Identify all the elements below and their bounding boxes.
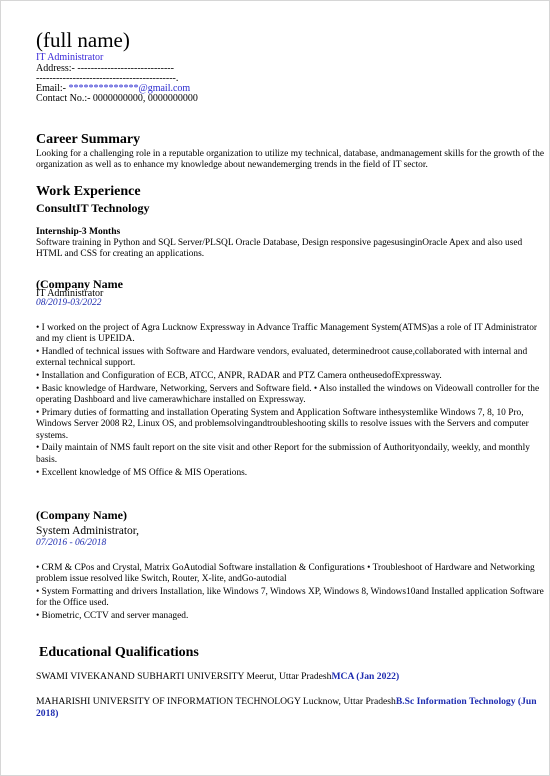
job1-bullet: • Daily maintain of NMS fault report on the site visit and other Report for the submission of Authorityondaily, weekly, and monthly basis. bbox=[36, 443, 530, 465]
job1-bullet: • Handled of technical issues with Software and Hardware vendors, evaluated, determinedroot cause,collaborated with internal and external technical support. bbox=[36, 347, 528, 369]
address-line-2: ------------------------------------------. bbox=[36, 73, 179, 84]
education-item bbox=[36, 696, 546, 719]
education-heading: Educational Qualifications bbox=[39, 645, 199, 660]
address-line-1: Address:- ----------------------------- bbox=[36, 63, 174, 74]
contact-line: Contact No.:- 0000000000, 0000000000 bbox=[36, 93, 198, 104]
career-summary-heading: Career Summary bbox=[36, 132, 141, 147]
job1-title: IT Administrator bbox=[36, 288, 104, 299]
job2-bullets bbox=[36, 563, 546, 624]
education-degree: B.Sc Information Technology (Jun 2018) bbox=[36, 696, 537, 719]
job1-company: (Company Name bbox=[36, 277, 123, 291]
job1-bullet: • I worked on the project of Agra Lucknow Expressway in Advance Traffic Management System(ATMS)as a role of IT Administrator and my client is UPEIDA. bbox=[36, 323, 537, 345]
candidate-role: IT Administrator bbox=[36, 52, 104, 63]
job1-bullets bbox=[36, 323, 546, 480]
education-institution: MAHARISHI UNIVERSITY OF INFORMATION TECHNOLOGY Lucknow, Uttar Pradesh bbox=[36, 696, 396, 707]
education-item bbox=[36, 671, 546, 683]
job2-bullet: • Biometric, CCTV and server managed. bbox=[36, 611, 189, 622]
job2-bullet: • System Formatting and drivers Installation, like Windows 7, Windows XP, Windows 8, Windows10and Installed application Software for the Office used. bbox=[36, 587, 544, 609]
job2-title: System Administrator, bbox=[36, 525, 140, 537]
job1-dates: 08/2019-03/2022 bbox=[36, 298, 102, 308]
internship-title: Internship-3 Months bbox=[36, 227, 121, 237]
education-institution: SWAMI VIVEKANAND SUBHARTI UNIVERSITY Meerut, Uttar Pradesh bbox=[36, 671, 332, 682]
job2-company: (Company Name) bbox=[36, 508, 127, 522]
job2-dates: 07/2016 - 06/2018 bbox=[36, 538, 107, 548]
email-link[interactable]: **************@gmail.com bbox=[68, 83, 191, 94]
job1-bullet: • Excellent knowledge of MS Office & MIS Operations. bbox=[36, 467, 248, 478]
job1-bullet: • Basic knowledge of Hardware, Networking, Servers and Software field. • Also installed the windows on Videowall controller for the operating Dashboard and live camerawhichare installed on Expressway. bbox=[36, 383, 540, 406]
career-summary-text: Looking for a challenging role in a reputable organization to utilize my technical, database, andmanagement skills for the growth of the organization as well as to enhance my knowledge about newandemerging trends in the field of IT sector. bbox=[36, 149, 544, 171]
company-consultit: ConsultIT Technology bbox=[36, 201, 150, 215]
internship-text: Software training in Python and SQL Server/PLSQL Oracle Database, Design responsive pagesusinginOracle Apex and also used HTML and CSS for creating an applications. bbox=[36, 238, 523, 260]
job1-bullet: • Primary duties of formatting and installation Operating System and Application Software inthesystemlike Windows 7, 8, 10 Pro, Windows Server 2008 R2, Linux OS, and problemsolvingandtroubleshooting skills to resolve issues with the Servers and computer systems. bbox=[36, 408, 529, 441]
work-experience-heading: Work Experience bbox=[36, 184, 141, 199]
candidate-name: (full name) bbox=[36, 28, 130, 52]
email-label: Email:- bbox=[36, 83, 69, 94]
job1-bullet: • Installation and Configuration of ECB, ATCC, ANPR, RADAR and PTZ Camera ontheusedofExpressway. bbox=[36, 371, 442, 382]
education-degree: MCA (Jan 2022) bbox=[331, 671, 400, 682]
job2-bullet: • CRM & CPos and Crystal, Matrix GoAutodial Software installation & Configurations • Troubleshoot of Hardware and Networking problem issue resolved like Switch, Router, X-lite, andGo-autodial bbox=[36, 563, 535, 585]
